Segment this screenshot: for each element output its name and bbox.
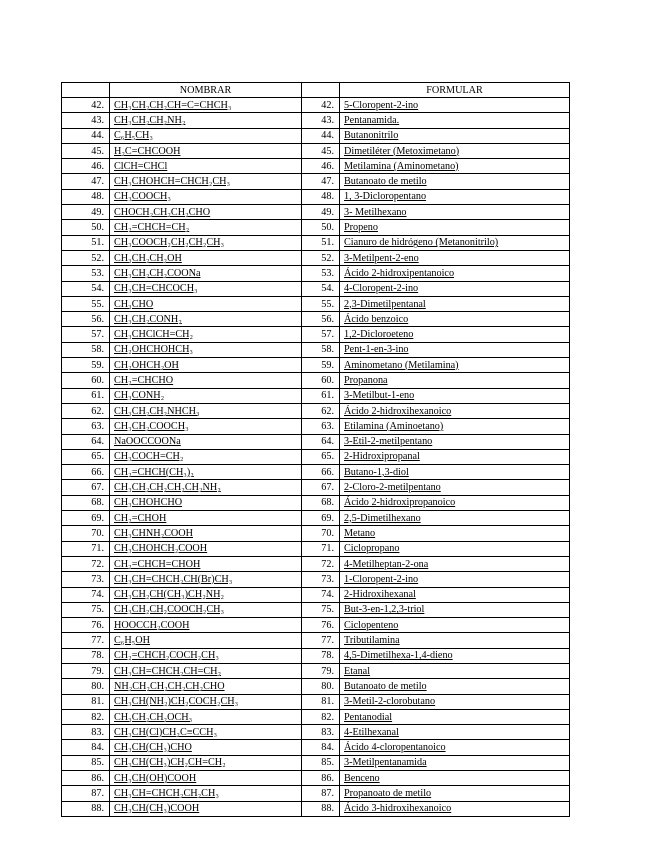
row-number-right: 85. xyxy=(302,755,340,770)
row-number-right: 79. xyxy=(302,663,340,678)
table-row xyxy=(62,434,570,449)
formula-to-name: CH₃CH₂CH₂COOCH₂CH₃ xyxy=(110,602,302,617)
row-number-left: 42. xyxy=(62,98,110,113)
formula-to-name: CH₂OHCH₂OH xyxy=(110,358,302,373)
name-to-formulate: Butano-1,3-diol xyxy=(340,465,570,480)
row-number-left: 57. xyxy=(62,327,110,342)
row-number-left: 72. xyxy=(62,556,110,571)
name-to-formulate: Pentanodial xyxy=(340,709,570,724)
formula-to-name: CH₃CHO xyxy=(110,296,302,311)
table-row xyxy=(62,358,570,373)
table-row xyxy=(62,465,570,480)
row-number-left: 58. xyxy=(62,342,110,357)
row-number-left: 69. xyxy=(62,511,110,526)
table-row xyxy=(62,159,570,174)
row-number-left: 60. xyxy=(62,373,110,388)
table-row xyxy=(62,602,570,617)
row-number-left: 80. xyxy=(62,679,110,694)
formula-to-name: CH₃CH(CH₃)CHO xyxy=(110,740,302,755)
row-number-right: 82. xyxy=(302,709,340,724)
table-row xyxy=(62,786,570,801)
formula-to-name: CH₃CH₂CH₂OH xyxy=(110,250,302,265)
table-row xyxy=(62,373,570,388)
table-row xyxy=(62,312,570,327)
row-number-left: 44. xyxy=(62,128,110,143)
row-number-left: 49. xyxy=(62,205,110,220)
table-row xyxy=(62,648,570,663)
row-number-right: 86. xyxy=(302,771,340,786)
name-to-formulate: Benceno xyxy=(340,771,570,786)
row-number-right: 72. xyxy=(302,556,340,571)
table-row xyxy=(62,663,570,678)
row-number-left: 64. xyxy=(62,434,110,449)
name-to-formulate: 2-Cloro-2-metilpentano xyxy=(340,480,570,495)
name-to-formulate: Propanoato de metilo xyxy=(340,786,570,801)
row-number-left: 79. xyxy=(62,663,110,678)
row-number-left: 43. xyxy=(62,113,110,128)
formula-to-name: CH₂=CHOH xyxy=(110,511,302,526)
table-row xyxy=(62,143,570,158)
row-number-left: 70. xyxy=(62,526,110,541)
row-number-left: 68. xyxy=(62,495,110,510)
row-number-right: 46. xyxy=(302,159,340,174)
table-row xyxy=(62,403,570,418)
header-blank-left xyxy=(62,83,110,98)
row-number-right: 49. xyxy=(302,205,340,220)
table-row xyxy=(62,220,570,235)
name-to-formulate: Etanal xyxy=(340,663,570,678)
row-number-right: 48. xyxy=(302,189,340,204)
formula-to-name: CH₃CH₂CH₂NH₂ xyxy=(110,113,302,128)
formula-to-name: NH₂CH₂CH₂CH₂CH₂CHO xyxy=(110,679,302,694)
formula-to-name: CH₃CH=CHCH₂CH=CH₂ xyxy=(110,663,302,678)
row-number-right: 55. xyxy=(302,296,340,311)
row-number-right: 56. xyxy=(302,312,340,327)
name-to-formulate: Ácido benzoico xyxy=(340,312,570,327)
row-number-right: 73. xyxy=(302,572,340,587)
row-number-left: 88. xyxy=(62,801,110,816)
row-number-left: 71. xyxy=(62,541,110,556)
row-number-left: 45. xyxy=(62,143,110,158)
formula-to-name: H₂C=CHCOOH xyxy=(110,143,302,158)
name-to-formulate: Butanoato de metilo xyxy=(340,174,570,189)
formula-to-name: CH₃CHNH₂COOH xyxy=(110,526,302,541)
name-to-formulate: Ácido 2-hidroxipropanoico xyxy=(340,495,570,510)
name-to-formulate: 2-Hidroxihexanal xyxy=(340,587,570,602)
row-number-right: 87. xyxy=(302,786,340,801)
row-number-left: 63. xyxy=(62,419,110,434)
row-number-left: 83. xyxy=(62,725,110,740)
table-row xyxy=(62,388,570,403)
table-row xyxy=(62,541,570,556)
table-row xyxy=(62,740,570,755)
row-number-right: 47. xyxy=(302,174,340,189)
table-row xyxy=(62,449,570,464)
formula-to-name: CH₂OHCHOHCH₃ xyxy=(110,342,302,357)
name-to-formulate: Ácido 2-hidroxipentanoico xyxy=(340,266,570,281)
row-number-left: 66. xyxy=(62,465,110,480)
table-row xyxy=(62,725,570,740)
table-row xyxy=(62,250,570,265)
formula-to-name: NaOOCCOONa xyxy=(110,434,302,449)
row-number-right: 50. xyxy=(302,220,340,235)
table-row xyxy=(62,419,570,434)
formula-to-name: CH₂=CHCH=CH₂ xyxy=(110,220,302,235)
row-number-right: 76. xyxy=(302,618,340,633)
table-row xyxy=(62,296,570,311)
table-row xyxy=(62,98,570,113)
table-row xyxy=(62,480,570,495)
formula-to-name: HOOCCH₂COOH xyxy=(110,618,302,633)
row-number-right: 44. xyxy=(302,128,340,143)
header-blank-right xyxy=(302,83,340,98)
formula-to-name: ClCH=CHCl xyxy=(110,159,302,174)
name-to-formulate: Etilamina (Aminoetano) xyxy=(340,419,570,434)
row-number-right: 67. xyxy=(302,480,340,495)
name-to-formulate: 3-Metilpent-2-eno xyxy=(340,250,570,265)
row-number-right: 60. xyxy=(302,373,340,388)
name-to-formulate: Butanonitrilo xyxy=(340,128,570,143)
name-to-formulate: 1, 3-Dicloropentano xyxy=(340,189,570,204)
name-to-formulate: Pentanamida. xyxy=(340,113,570,128)
table-row xyxy=(62,587,570,602)
formula-to-name: CH₃CH₂CH₂OCH₃ xyxy=(110,709,302,724)
formula-to-name: CH₃CH=CHCOCH₃ xyxy=(110,281,302,296)
name-to-formulate: Ciclopenteno xyxy=(340,618,570,633)
row-number-right: 68. xyxy=(302,495,340,510)
row-number-left: 65. xyxy=(62,449,110,464)
formula-to-name: C₆H₅CH₃ xyxy=(110,128,302,143)
row-number-right: 65. xyxy=(302,449,340,464)
formula-to-name: CH₃COCH=CH₂ xyxy=(110,449,302,464)
table-row xyxy=(62,189,570,204)
table-body xyxy=(62,98,570,817)
name-to-formulate: 3-Etil-2-metilpentano xyxy=(340,434,570,449)
row-number-left: 51. xyxy=(62,235,110,250)
formula-to-name: CH₃CHOHCHO xyxy=(110,495,302,510)
formula-to-name: C₆H₅OH xyxy=(110,633,302,648)
name-to-formulate: 2,3-Dimetilpentanal xyxy=(340,296,570,311)
table-row xyxy=(62,618,570,633)
name-to-formulate: Ácido 3-hidroxihexanoico xyxy=(340,801,570,816)
formula-to-name: CH₃CHClCH=CH₂ xyxy=(110,327,302,342)
table-row xyxy=(62,801,570,816)
table-row xyxy=(62,771,570,786)
formula-to-name: CH₃CH(NH₂)CH₂COCH₂CH₃ xyxy=(110,694,302,709)
table-row xyxy=(62,205,570,220)
formula-to-name: CH₃CH₂CH(CH₃)CH₂NH₂ xyxy=(110,587,302,602)
row-number-left: 67. xyxy=(62,480,110,495)
formula-to-name: CH₃COOCH₃ xyxy=(110,189,302,204)
row-number-left: 50. xyxy=(62,220,110,235)
row-number-left: 77. xyxy=(62,633,110,648)
name-to-formulate: 5-Cloropent-2-ino xyxy=(340,98,570,113)
table-row xyxy=(62,526,570,541)
table-row xyxy=(62,709,570,724)
name-to-formulate: 4-Metilheptan-2-ona xyxy=(340,556,570,571)
formula-to-name: CH₃CH₂CH₂COONa xyxy=(110,266,302,281)
table-row xyxy=(62,495,570,510)
formula-to-name: CH₃COOCH₂CH₂CH₂CH₃ xyxy=(110,235,302,250)
row-number-right: 71. xyxy=(302,541,340,556)
formula-to-name: CH₂=CHCH₂COCH₂CH₃ xyxy=(110,648,302,663)
name-to-formulate: 1-Cloropent-2-ino xyxy=(340,572,570,587)
formula-to-name: CH₃CH=CHCH₂CH(Br)CH₃ xyxy=(110,572,302,587)
row-number-left: 84. xyxy=(62,740,110,755)
row-number-right: 43. xyxy=(302,113,340,128)
name-to-formulate: Metilamina (Aminometano) xyxy=(340,159,570,174)
formula-to-name: CH₃CH₂CH₂CH=C=CHCH₃ xyxy=(110,98,302,113)
name-to-formulate: 3-Metilpentanamida xyxy=(340,755,570,770)
formula-to-name: CH₃CH₂CH₂NHCH₃ xyxy=(110,403,302,418)
name-to-formulate: Dimetiléter (Metoximetano) xyxy=(340,143,570,158)
exercise-table xyxy=(61,82,570,817)
row-number-right: 53. xyxy=(302,266,340,281)
name-to-formulate: Metano xyxy=(340,526,570,541)
row-number-right: 69. xyxy=(302,511,340,526)
row-number-left: 48. xyxy=(62,189,110,204)
table-row xyxy=(62,755,570,770)
row-number-left: 47. xyxy=(62,174,110,189)
row-number-right: 42. xyxy=(302,98,340,113)
row-number-right: 57. xyxy=(302,327,340,342)
name-to-formulate: Ácido 2-hidroxihexanoico xyxy=(340,403,570,418)
formula-to-name: CHOCH₂CH₂CH₂CHO xyxy=(110,205,302,220)
row-number-left: 76. xyxy=(62,618,110,633)
row-number-right: 83. xyxy=(302,725,340,740)
table-row xyxy=(62,694,570,709)
formula-to-name: CH₃CONH₂ xyxy=(110,388,302,403)
name-to-formulate: 3-Metil-2-clorobutano xyxy=(340,694,570,709)
table-row xyxy=(62,327,570,342)
row-number-right: 63. xyxy=(302,419,340,434)
table-row xyxy=(62,556,570,571)
formula-to-name: CH₃CHOHCH₂COOH xyxy=(110,541,302,556)
table-row xyxy=(62,113,570,128)
name-to-formulate: Tributilamina xyxy=(340,633,570,648)
row-number-right: 59. xyxy=(302,358,340,373)
formula-to-name: CH₃CH₂COOCH₃ xyxy=(110,419,302,434)
name-to-formulate: Propeno xyxy=(340,220,570,235)
table-row xyxy=(62,281,570,296)
row-number-left: 59. xyxy=(62,358,110,373)
table-row xyxy=(62,342,570,357)
row-number-right: 77. xyxy=(302,633,340,648)
formula-to-name: CH₃CH₂CH₂CH₂CH₂NH₂ xyxy=(110,480,302,495)
formula-to-name: CH₃CH(OH)COOH xyxy=(110,771,302,786)
name-to-formulate: Propanona xyxy=(340,373,570,388)
row-number-left: 61. xyxy=(62,388,110,403)
name-to-formulate: Aminometano (Metilamina) xyxy=(340,358,570,373)
table-row xyxy=(62,511,570,526)
name-to-formulate: Butanoato de metilo xyxy=(340,679,570,694)
row-number-right: 74. xyxy=(302,587,340,602)
row-number-left: 56. xyxy=(62,312,110,327)
row-number-right: 62. xyxy=(302,403,340,418)
row-number-left: 73. xyxy=(62,572,110,587)
row-number-right: 70. xyxy=(302,526,340,541)
formula-to-name: CH₂=CHCH=CHOH xyxy=(110,556,302,571)
name-to-formulate: Ácido 4-cloropentanoico xyxy=(340,740,570,755)
name-to-formulate: 3- Metilhexano xyxy=(340,205,570,220)
row-number-left: 53. xyxy=(62,266,110,281)
row-number-right: 84. xyxy=(302,740,340,755)
row-number-right: 75. xyxy=(302,602,340,617)
row-number-right: 81. xyxy=(302,694,340,709)
formula-to-name: CH₃CH₂CONH₂ xyxy=(110,312,302,327)
table-row xyxy=(62,174,570,189)
row-number-right: 80. xyxy=(302,679,340,694)
row-number-right: 61. xyxy=(302,388,340,403)
table-row xyxy=(62,235,570,250)
formula-to-name: CH₂=CHCHO xyxy=(110,373,302,388)
formula-to-name: CH₃CH(CH₃)CH₂CH=CH₂ xyxy=(110,755,302,770)
formula-to-name: CH₂=CHCH(CH₃)₂ xyxy=(110,465,302,480)
row-number-right: 52. xyxy=(302,250,340,265)
table-row xyxy=(62,679,570,694)
name-to-formulate: But-3-en-1,2,3-triol xyxy=(340,602,570,617)
name-to-formulate: 2-Hidroxipropanal xyxy=(340,449,570,464)
row-number-right: 66. xyxy=(302,465,340,480)
row-number-right: 54. xyxy=(302,281,340,296)
formula-to-name: CH₃CH=CHCH₂CH₂CH₃ xyxy=(110,786,302,801)
name-to-formulate: 3-Metilbut-1-eno xyxy=(340,388,570,403)
row-number-left: 46. xyxy=(62,159,110,174)
name-to-formulate: 2,5-Dimetilhexano xyxy=(340,511,570,526)
row-number-left: 85. xyxy=(62,755,110,770)
row-number-right: 88. xyxy=(302,801,340,816)
row-number-left: 52. xyxy=(62,250,110,265)
header-row xyxy=(62,83,570,98)
table-row xyxy=(62,633,570,648)
table-row xyxy=(62,266,570,281)
row-number-left: 82. xyxy=(62,709,110,724)
table-row xyxy=(62,572,570,587)
row-number-right: 78. xyxy=(302,648,340,663)
formula-to-name: CH₃CH(CH₃)COOH xyxy=(110,801,302,816)
name-to-formulate: 4-Cloropent-2-ino xyxy=(340,281,570,296)
name-to-formulate: 1,2-Dicloroeteno xyxy=(340,327,570,342)
row-number-right: 45. xyxy=(302,143,340,158)
formula-to-name: CH₃CH(Cl)CH₂C≡CCH₃ xyxy=(110,725,302,740)
name-to-formulate: 4-Etilhexanal xyxy=(340,725,570,740)
name-to-formulate: Ciclopropano xyxy=(340,541,570,556)
row-number-right: 51. xyxy=(302,235,340,250)
name-to-formulate: Cianuro de hidrógeno (Metanonitrilo) xyxy=(340,235,570,250)
row-number-left: 75. xyxy=(62,602,110,617)
name-to-formulate: Pent-1-en-3-ino xyxy=(340,342,570,357)
row-number-right: 64. xyxy=(302,434,340,449)
header-formular: FORMULAR xyxy=(340,83,570,98)
row-number-left: 62. xyxy=(62,403,110,418)
name-to-formulate: 4,5-Dimetilhexa-1,4-dieno xyxy=(340,648,570,663)
row-number-left: 78. xyxy=(62,648,110,663)
row-number-left: 86. xyxy=(62,771,110,786)
row-number-left: 54. xyxy=(62,281,110,296)
row-number-left: 74. xyxy=(62,587,110,602)
row-number-left: 81. xyxy=(62,694,110,709)
row-number-right: 58. xyxy=(302,342,340,357)
row-number-left: 87. xyxy=(62,786,110,801)
header-nombrar: NOMBRAR xyxy=(110,83,302,98)
table-row xyxy=(62,128,570,143)
formula-to-name: CH₃CHOHCH=CHCH₂CH₃ xyxy=(110,174,302,189)
row-number-left: 55. xyxy=(62,296,110,311)
